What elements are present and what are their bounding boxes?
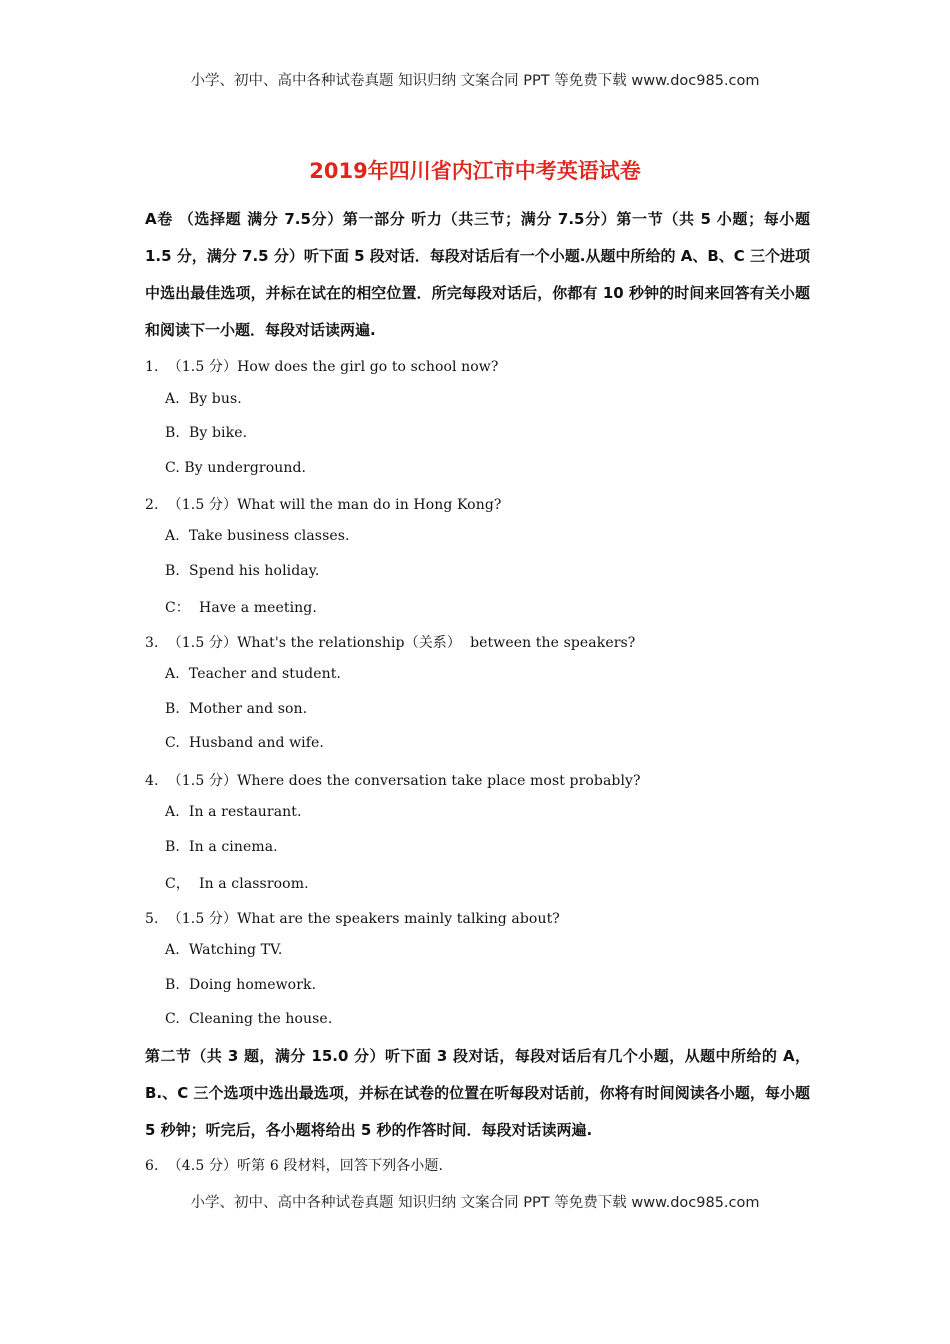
page-header: 小学、初中、高中各种试卷真题 知识归纳 文案合同 PPT 等免费下载 www.doc985.com — [190, 73, 760, 89]
question-1-option-a: A. By bus. — [165, 391, 242, 407]
question-4-option-b: B. In a cinema. — [165, 839, 278, 855]
question-1-option-c: C. By underground. — [165, 460, 307, 476]
question-6-stem: 6. （4.5 分）听第 6 段材料，回答下列各小题. — [145, 1158, 444, 1174]
question-5-option-b: B. Doing homework. — [165, 977, 317, 993]
section-1-instructions: A卷 （选择题 满分 7.5分）第一部分 听力（共三节；满分 7.5分）第一节（共 5 小题；每小题 1.5 分，满分 7.5 分）听下面 5 段对话．每段对话后有一个小题.从题中所给的 A、B、C 三个进项中选出最佳选项，并标在试在的相空位置．所完每段对话后，你都有 10 秒钟的时间来回答有关小题和阅读下一小题．每段对话读两遍. — [145, 210, 810, 339]
question-5-option-c: C. Cleaning the house. — [165, 1011, 333, 1027]
question-3-option-c: C. Husband and wife. — [165, 735, 324, 751]
question-5-stem: 5. （1.5 分）What are the speakers mainly talking about? — [145, 911, 560, 927]
section-2-instructions: 第二节（共 3 题，满分 15.0 分）听下面 3 段对话，每段对话后有几个小题，从题中所给的 A，B.、C 三个选项中选出最选项，并标在试卷的位置在听每段对话前，你将有时间阅读各小题，每小题 5 秒钟；听完后，各小题将给出 5 秒的作答时间．每段对话读两遍. — [145, 1047, 810, 1139]
question-1-stem: 1. （1.5 分）How does the girl go to school now? — [145, 359, 499, 375]
exam-title: 2019年四川省内江市中考英语试卷 — [309, 159, 641, 183]
question-4-stem: 4. （1.5 分）Where does the conversation take place most probably? — [145, 773, 641, 789]
question-4-option-c: C， In a classroom. — [165, 876, 309, 892]
question-3-stem: 3. （1.5 分）What's the relationship（关系） between the speakers? — [145, 635, 636, 651]
question-2-stem: 2. （1.5 分）What will the man do in Hong Kong? — [145, 497, 502, 513]
question-2-option-a: A. Take business classes. — [165, 528, 350, 544]
question-3-option-b: B. Mother and son. — [165, 701, 308, 717]
question-5-option-a: A. Watching TV. — [165, 942, 283, 958]
question-1-option-b: B. By bike. — [165, 425, 248, 441]
page-footer: 小学、初中、高中各种试卷真题 知识归纳 文案合同 PPT 等免费下载 www.doc985.com — [190, 1195, 760, 1211]
question-2-option-c: C： Have a meeting. — [165, 600, 317, 616]
question-4-option-a: A. In a restaurant. — [165, 804, 302, 820]
question-2-option-b: B. Spend his holiday. — [165, 563, 320, 579]
question-3-option-a: A. Teacher and student. — [165, 666, 341, 682]
